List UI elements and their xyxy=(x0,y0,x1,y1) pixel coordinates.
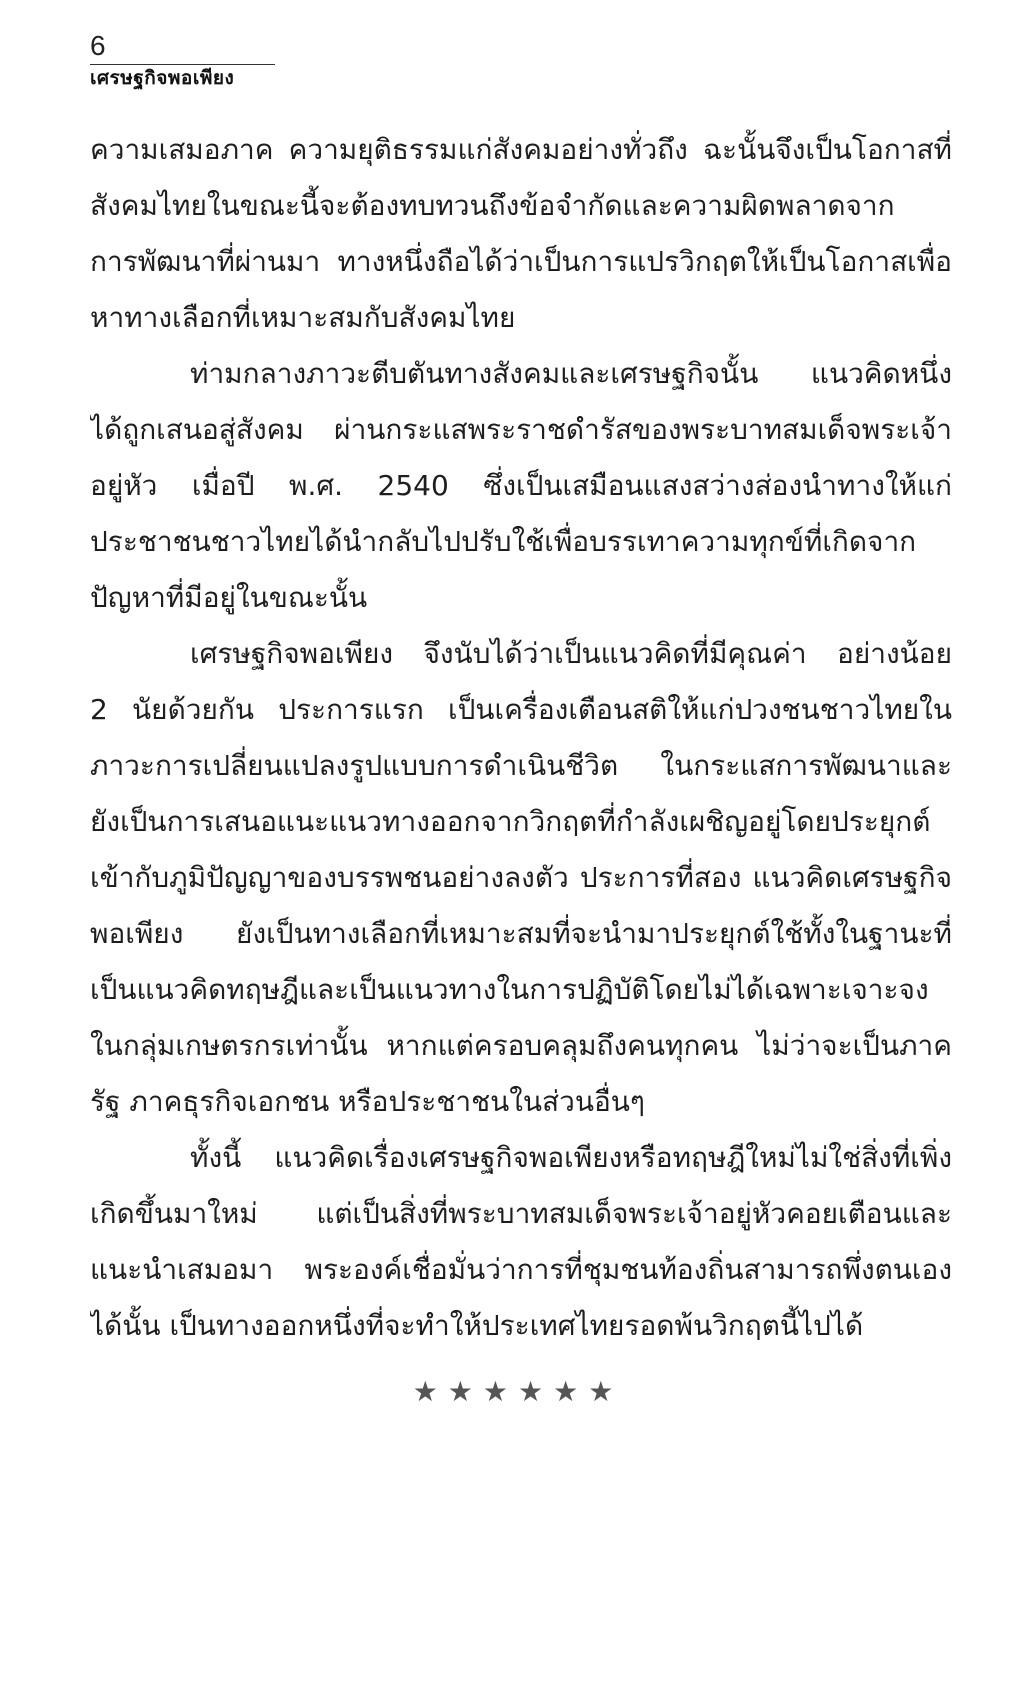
page-header xyxy=(90,30,275,91)
text-line: หาทางเลือกที่เหมาะสมกับสังคมไทย xyxy=(90,301,516,334)
paragraph-1 xyxy=(90,122,952,346)
text-line: ยังเป็นการเสนอแนะแนวทางออกจากวิกฤตที่กำลังเผชิญอยู่โดยประยุกต์ xyxy=(90,805,931,838)
running-title: เศรษฐกิจพอเพียง xyxy=(90,68,235,89)
section-end-ornament: ★★★★★★ xyxy=(412,1375,624,1408)
text-line: พอเพียง ยังเป็นทางเลือกที่เหมาะสมที่จะนำมาประยุกต์ใช้ทั้งในฐานะที่ xyxy=(90,917,952,950)
text-line: ภาวะการเปลี่ยนแปลงรูปแบบการดำเนินชีวิต ในกระแสการพัฒนาและ xyxy=(90,749,952,782)
text-line: เข้ากับภูมิปัญญาของบรรพชนอย่างลงตัว ประการที่สอง แนวคิดเศรษฐกิจ xyxy=(90,861,952,894)
text-line: ทั้งนี้ แนวคิดเรื่องเศรษฐกิจพอเพียงหรือทฤษฎีใหม่ไม่ใช่สิ่งที่เพิ่ง xyxy=(190,1141,952,1174)
page-number: 6 xyxy=(90,30,275,65)
text-line: อยู่หัว เมื่อปี พ.ศ. 2540 ซึ่งเป็นเสมือนแสงสว่างส่องนำทางให้แก่ xyxy=(90,469,952,502)
text-line: ความเสมอภาค ความยุติธรรมแก่สังคมอย่างทั่วถึง ฉะนั้นจึงเป็นโอกาสที่ xyxy=(90,133,952,166)
text-line: เศรษฐกิจพอเพียง จึงนับได้ว่าเป็นแนวคิดที่มีคุณค่า อย่างน้อย xyxy=(190,637,952,670)
text-line: การพัฒนาที่ผ่านมา ทางหนึ่งถือได้ว่าเป็นการแปรวิกฤตให้เป็นโอกาสเพื่อ xyxy=(90,245,952,278)
text-line: แนะนำเสมอมา พระองค์เชื่อมั่นว่าการที่ชุมชนท้องถิ่นสามารถพึ่งตนเอง xyxy=(90,1253,952,1286)
text-line: เกิดขึ้นมาใหม่ แต่เป็นสิ่งที่พระบาทสมเด็จพระเจ้าอยู่หัวคอยเตือนและ xyxy=(90,1197,952,1230)
paragraph-2 xyxy=(90,346,952,626)
text-line: 2 นัยด้วยกัน ประการแรก เป็นเครื่องเตือนสติให้แก่ปวงชนชาวไทยใน xyxy=(90,693,952,726)
text-line: ท่ามกลางภาวะตีบตันทางสังคมและเศรษฐกิจนั้น แนวคิดหนึ่ง xyxy=(190,357,952,390)
paragraph-3 xyxy=(90,626,952,1130)
text-line: ได้ถูกเสนอสู่สังคม ผ่านกระแสพระราชดำรัสของพระบาทสมเด็จพระเจ้า xyxy=(90,413,952,446)
text-line: สังคมไทยในขณะนี้จะต้องทบทวนถึงข้อจำกัดและความผิดพลาดจาก xyxy=(90,189,895,222)
text-line: ประชาชนชาวไทยได้นำกลับไปปรับใช้เพื่อบรรเทาความทุกข์ที่เกิดจาก xyxy=(90,525,917,558)
text-line: ได้นั้น เป็นทางออกหนึ่งที่จะทำให้ประเทศไทยรอดพ้นวิกฤตนี้ไปได้ xyxy=(90,1309,864,1342)
text-line: ในกลุ่มเกษตรกรเท่านั้น หากแต่ครอบคลุมถึงคนทุกคน ไม่ว่าจะเป็นภาค xyxy=(90,1029,952,1062)
body-text xyxy=(90,122,952,1354)
text-line: ปัญหาที่มีอยู่ในขณะนั้น xyxy=(90,581,368,614)
text-line: เป็นแนวคิดทฤษฎีและเป็นแนวทางในการปฏิบัติโดยไม่ได้เฉพาะเจาะจง xyxy=(90,973,929,1006)
text-line: รัฐ ภาคธุรกิจเอกชน หรือประชาชนในส่วนอื่นๆ xyxy=(90,1085,645,1118)
paragraph-4 xyxy=(90,1130,952,1354)
